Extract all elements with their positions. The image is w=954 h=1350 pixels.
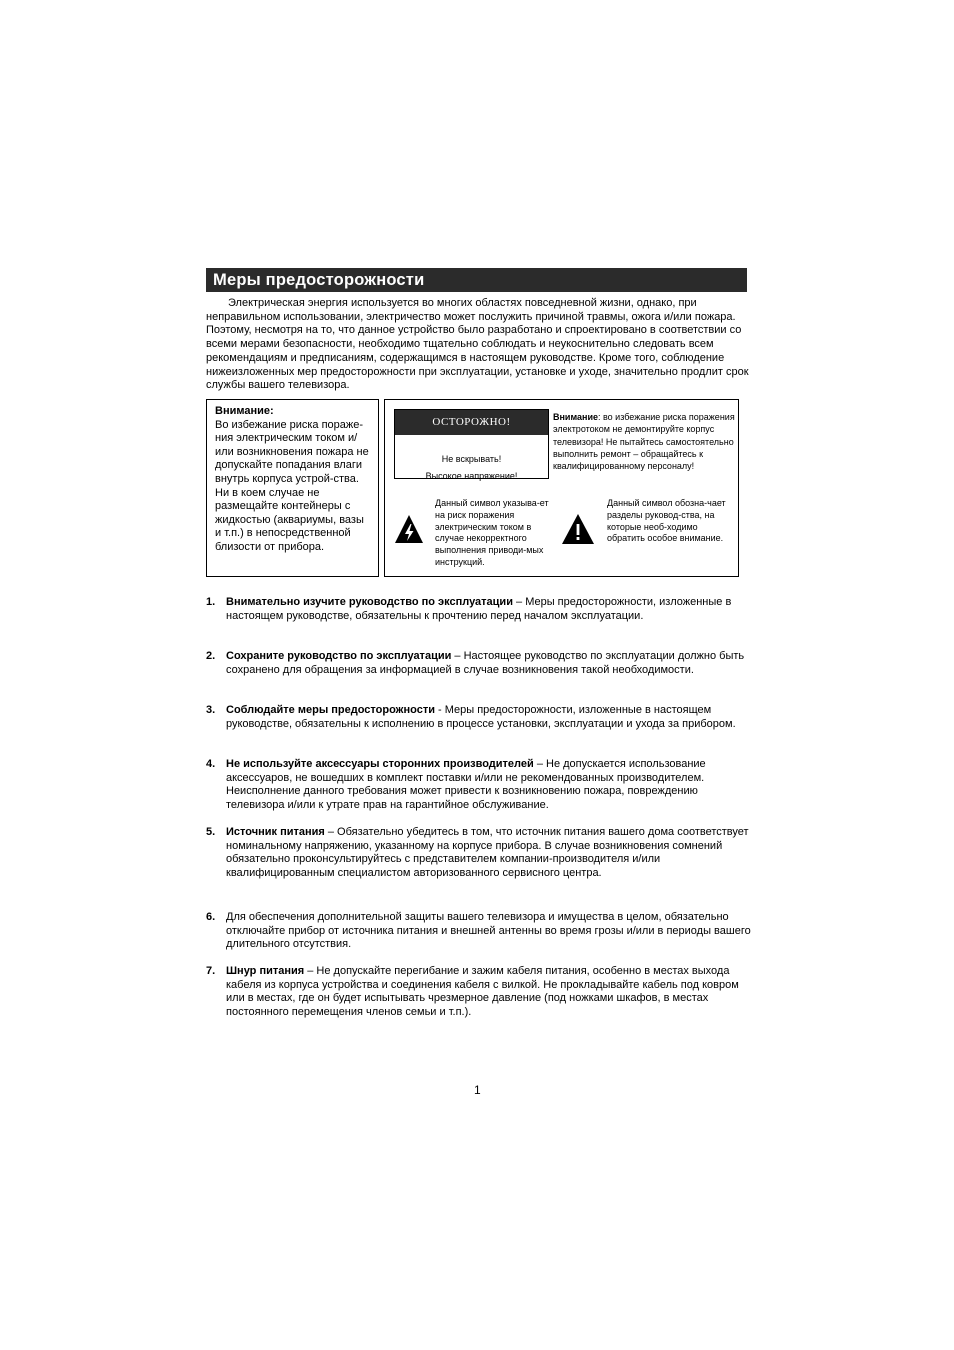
list-item-text: Для обеспечения дополнительной защиты вашего телевизора и имущества в целом, обязательно отключайте прибор от источника питания и внешней антенны во время грозы и/или в периоды вашего длительного отсутствия. [226, 911, 751, 951]
list-item [206, 911, 754, 952]
list-item [206, 704, 754, 731]
moisture-warning-text: Во избежание риска пораже-ния электрическим током и/или возникновения пожара не допускайте попадания влаги внутрь корпуса устрой-ства. Ни в коем случае не размещайте контейнеры с жидкостью (аквариумы, вазы и т.п.) в непосредственной близости от прибора. [215, 418, 369, 553]
section-title: Меры предосторожности [206, 268, 747, 292]
list-item-text: - Меры предосторожности, изложенные в настоящем руководстве, обязательны к исполнению в процессе установки, эксплуатации и ухода за прибором. [226, 704, 736, 730]
list-item-number: 2. [206, 650, 216, 662]
list-item-text: – Не допускайте перегибание и зажим кабеля питания, особенно в местах выхода кабеля из корпуса устройства и соединения кабеля с вилкой. Не прокладывайте кабель под ковром или в местах, где он будет испытывать чрезмерное давление (под ножками шкафов, в местах постоянного перемещения членов семьи и т.п.). [226, 965, 739, 1018]
list-item-heading: Соблюдайте меры предосторожности [226, 704, 435, 716]
list-item-heading: Сохраните руководство по эксплуатации [226, 650, 452, 662]
list-item [206, 758, 754, 812]
caution-label-line2: Высокое напряжение! [425, 471, 518, 481]
list-item [206, 650, 754, 677]
list-item-number: 1. [206, 596, 216, 608]
exclamation-symbol-description: Данный символ обозна-чает разделы руковод-ства, на которые необ-ходимо обратить особое внимание. [607, 498, 726, 544]
list-item-heading: Источник питания [226, 826, 325, 838]
lightning-triangle-icon [394, 514, 424, 544]
list-item-number: 5. [206, 826, 216, 838]
list-item-text: – Настоящее руководство по эксплуатации должно быть сохранено для обращения за информацией в случае возникновения такой необходимости. [226, 650, 745, 676]
moisture-warning-box [206, 399, 379, 577]
moisture-warning-heading: Внимание: [215, 405, 274, 417]
service-warning-body: : во избежание риска поражения электротоком не демонтируйте корпус телевизора! Не пытайтесь самостоятельно выполнить ремонт – обращайтесь к квалифицированному персоналу! [553, 412, 735, 472]
list-item-heading: Шнур питания [226, 965, 305, 977]
list-item-heading: Не используйте аксессуары сторонних производителей [226, 758, 534, 770]
list-item-number: 6. [206, 911, 216, 923]
list-item-text: – Не допускается использование аксессуаров, не вошедших в комплект поставки и/или не рекомендованных производителем. Неисполнение данного требования может привести к возникновению пожара, повреждению телевизора и/или к утрате прав на гарантийное обслуживание. [226, 758, 706, 811]
list-item-number: 7. [206, 965, 216, 977]
exclamation-triangle-icon [561, 513, 595, 545]
list-item [206, 596, 754, 623]
service-warning-bold: Внимание [553, 412, 598, 422]
caution-label [394, 409, 549, 479]
list-item [206, 965, 754, 1019]
lightning-symbol-description: Данный символ указыва-ет на риск поражения электрическим током в случае некорректного выполнения приводи-мых инструкций. [435, 498, 549, 567]
service-warning-text [553, 411, 735, 472]
list-item-number: 3. [206, 704, 216, 716]
safety-symbols-box [384, 399, 739, 577]
caution-label-heading: ОСТОРОЖНО! [395, 410, 548, 435]
list-item-text: – Обязательно убедитесь в том, что источник питания вашего дома соответствует номинальному напряжению, указанному на корпусе прибора. В случае возникновения сомнений обязательно проконсультируйтесь с представителем компании-производителя и/или квалифицированным специалистом авторизованного сервисного центра. [226, 826, 749, 879]
list-item-number: 4. [206, 758, 216, 770]
caution-label-line1: Не вскрывать! [441, 454, 502, 464]
list-item-text: – Меры предосторожности, изложенные в настоящем руководстве, обязательны к прочтению перед началом эксплуатации. [226, 596, 732, 622]
list-item [206, 826, 754, 880]
intro-paragraph: Электрическая энергия используется во многих областях повседневной жизни, однако, при неправильном использовании, электричество может послужить причиной травмы, ожога и/или пожара. Поэтому, несмотря на то, что данное устройство было разработано и спроектировано в соответствии со всеми мерами безопасности, необходимо тщательно соблюдать и неукоснительно следовать всем рекомендациям и предписаниям, содержащимся в настоящем руководстве. Кроме того, соблюдение нижеизложенных мер предосторожности при эксплуатации, установке и уходе, значительно продлит срок службы вашего телевизора. [206, 297, 749, 392]
list-item-heading: Внимательно изучите руководство по эксплуатации [226, 596, 513, 608]
